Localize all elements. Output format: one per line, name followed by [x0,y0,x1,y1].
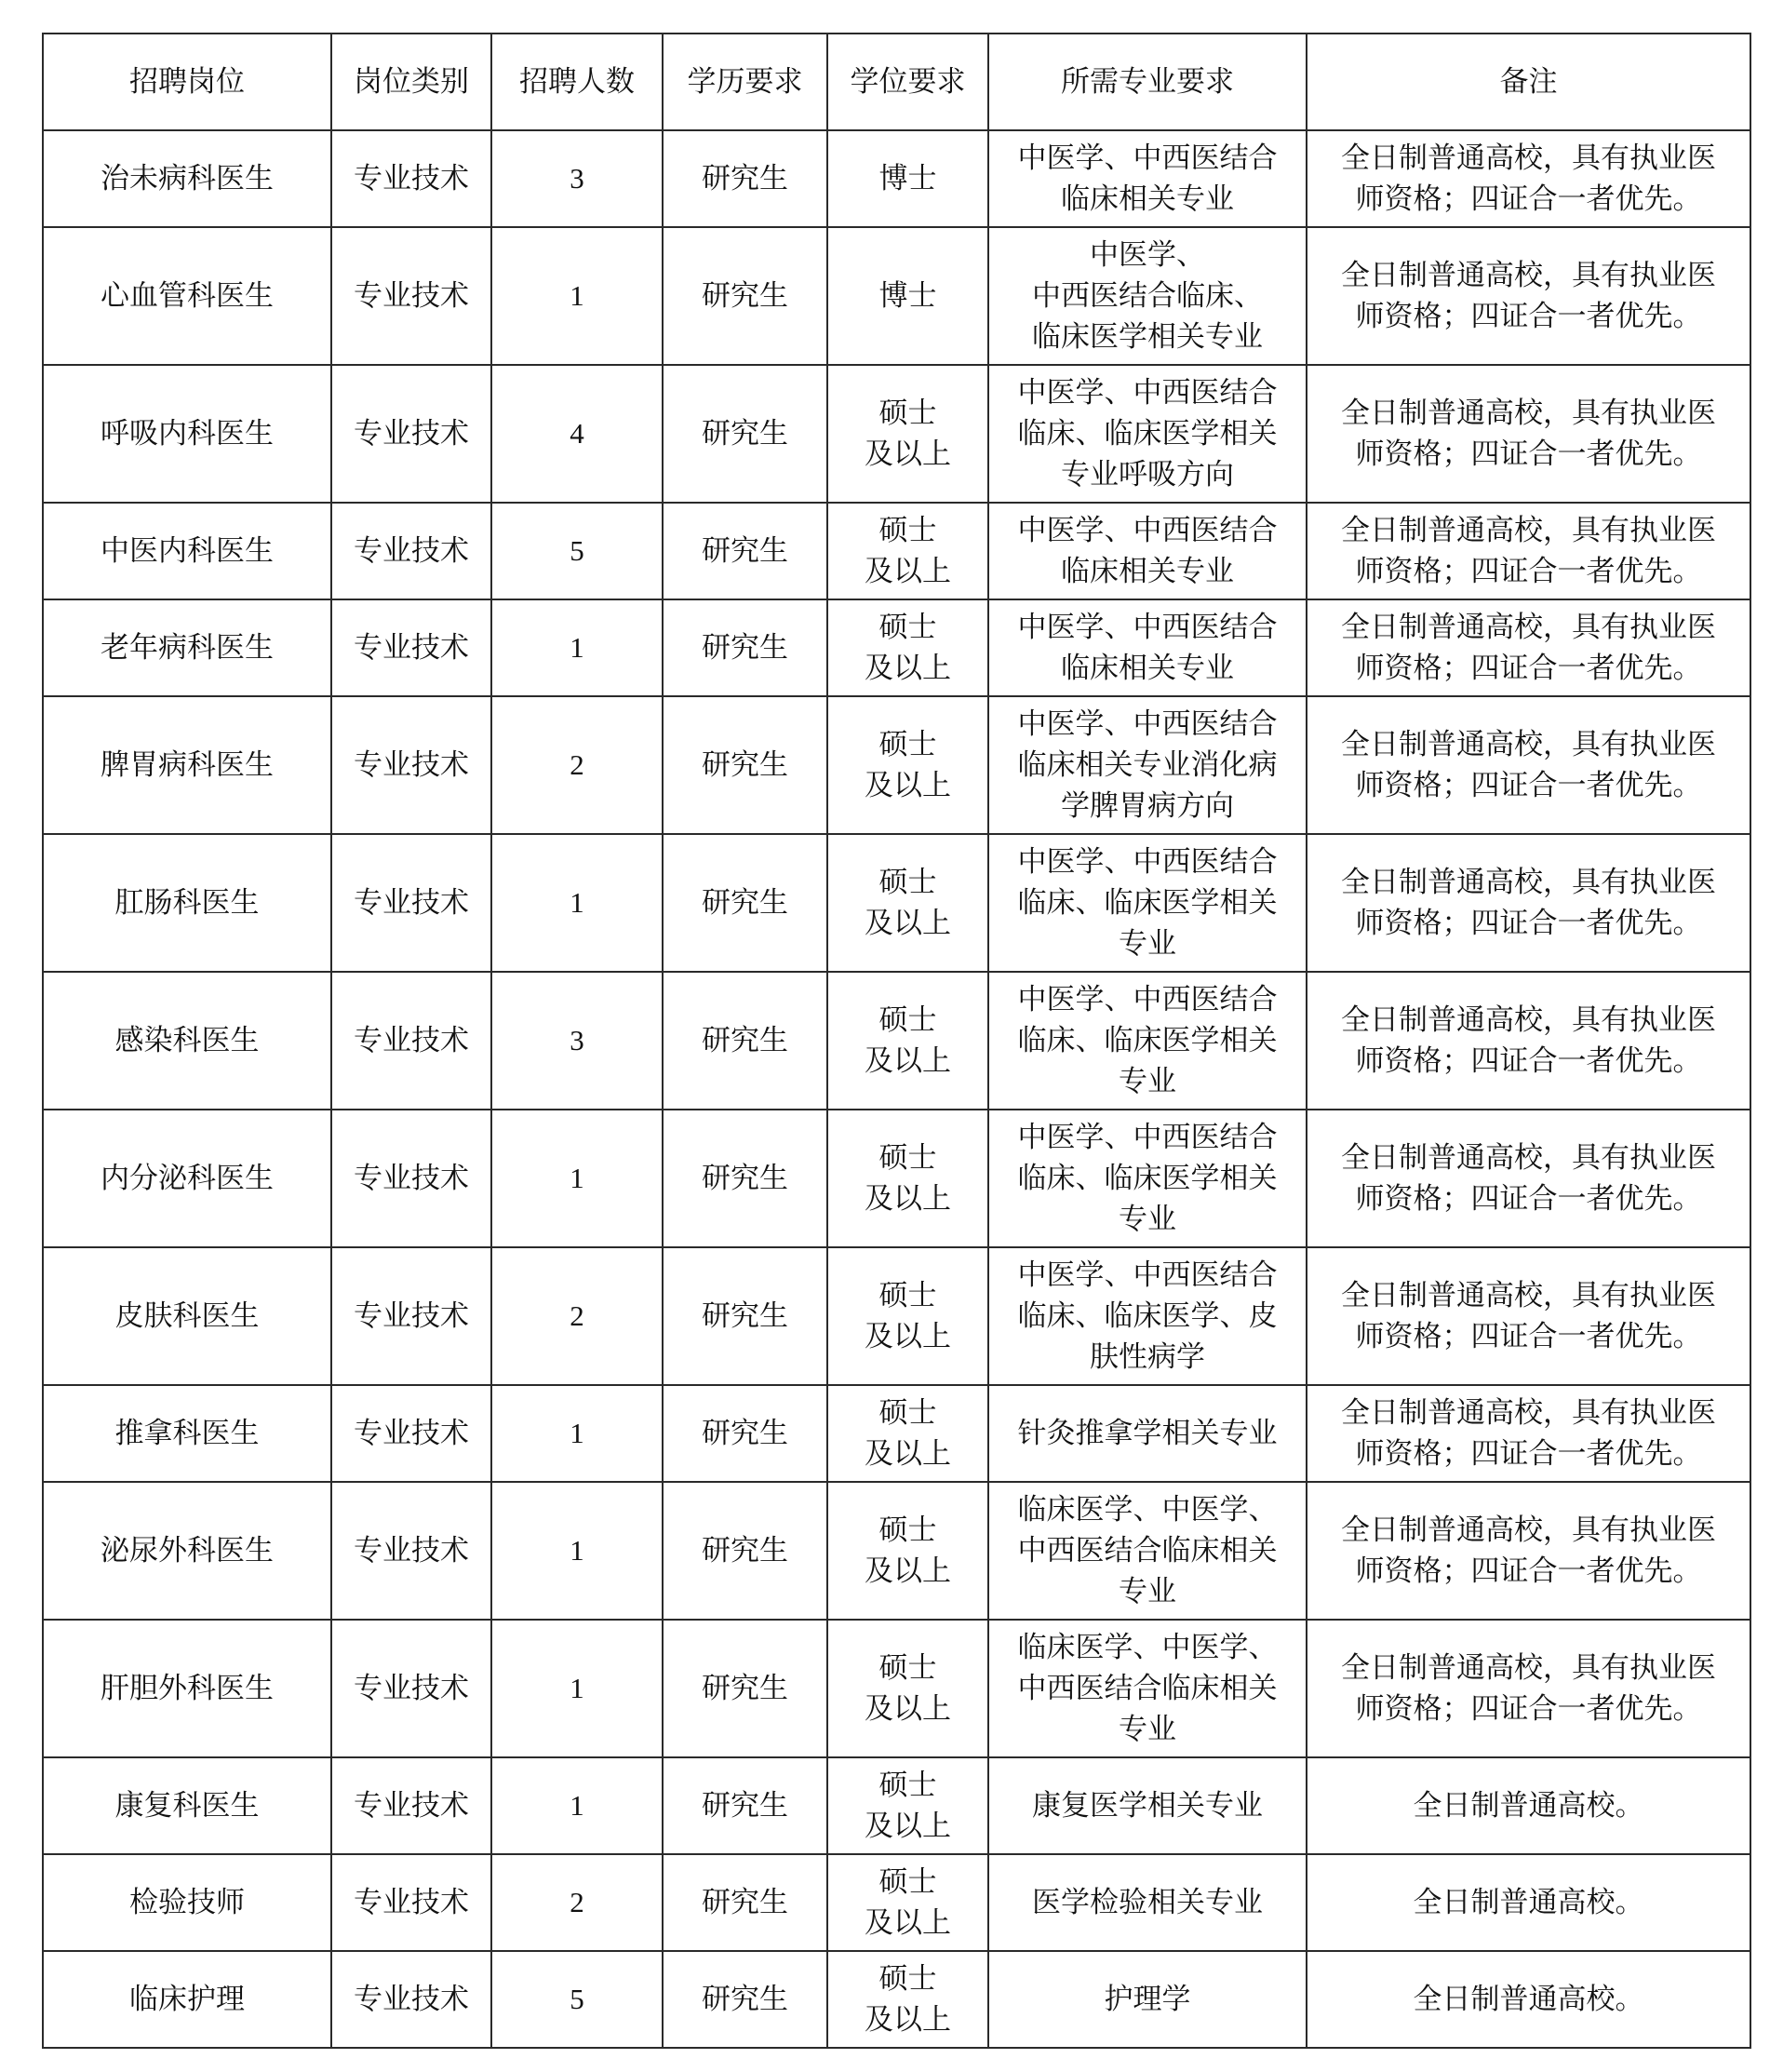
cell-education: 研究生 [663,972,827,1110]
cell-category: 专业技术 [331,1482,491,1620]
cell-major-line: 临床相关专业消化病 [1017,748,1278,782]
cell-degree [827,503,988,599]
cell-major [988,1854,1307,1951]
cell-degree-line: 硕士 [878,611,937,644]
cell-degree [827,1620,988,1757]
cell-degree [827,599,988,696]
cell-note [1307,227,1750,365]
cell-major-line: 中医学、中西医结合 [1017,1121,1278,1154]
table-row [43,972,1750,1110]
cell-major-line: 临床相关专业 [1061,182,1234,216]
table-row [43,1951,1750,2048]
cell-major [988,1247,1307,1385]
table-row [43,1385,1750,1482]
cell-count: 1 [491,834,663,972]
cell-note-line: 师资格；四证合一者优先。 [1355,1554,1702,1588]
cell-count: 1 [491,1385,663,1482]
cell-degree-line: 及以上 [865,1044,951,1078]
cell-count: 3 [491,130,663,227]
cell-major-line: 中医学、中西医结合 [1017,611,1278,644]
cell-degree [827,1757,988,1854]
cell-major-line: 学脾胃病方向 [1061,789,1234,823]
table-row [43,834,1750,972]
cell-note-line: 师资格；四证合一者优先。 [1355,1182,1702,1216]
cell-degree-line: 硕士 [878,1279,937,1312]
cell-major [988,1110,1307,1247]
table-row [43,599,1750,696]
table-row [43,1110,1750,1247]
cell-major [988,130,1307,227]
cell-major-line: 临床、临床医学相关 [1017,1162,1278,1195]
cell-degree-line: 及以上 [865,2003,951,2037]
cell-major-line: 护理学 [1104,1983,1191,2016]
cell-note-line: 全日制普通高校，具有执业医 [1341,1396,1716,1430]
cell-count: 2 [491,1247,663,1385]
cell-note-line: 全日制普通高校，具有执业医 [1341,514,1716,547]
header-count: 招聘人数 [491,34,663,130]
cell-note-line: 全日制普通高校，具有执业医 [1341,1651,1716,1685]
cell-major [988,696,1307,834]
cell-position: 脾胃病科医生 [43,696,331,834]
cell-category: 专业技术 [331,834,491,972]
cell-note-line: 全日制普通高校，具有执业医 [1341,1141,1716,1175]
cell-note-line: 师资格；四证合一者优先。 [1355,1692,1702,1726]
cell-degree-line: 及以上 [865,1437,951,1471]
cell-major [988,1620,1307,1757]
cell-degree [827,972,988,1110]
cell-position: 推拿科医生 [43,1385,331,1482]
cell-major-line: 中医学、中西医结合 [1017,514,1278,547]
cell-major-line: 中医学、中西医结合 [1017,707,1278,741]
cell-position: 中医内科医生 [43,503,331,599]
cell-education: 研究生 [663,834,827,972]
cell-category: 专业技术 [331,1247,491,1385]
cell-count: 4 [491,365,663,503]
cell-major-line: 中医学、中西医结合 [1017,141,1278,175]
cell-note-line: 全日制普通高校。 [1413,1983,1644,2016]
cell-degree-line: 硕士 [878,866,937,899]
cell-major-line: 专业 [1119,1065,1176,1098]
cell-note [1307,1757,1750,1854]
cell-major-line: 专业 [1119,1713,1176,1746]
cell-degree [827,1854,988,1951]
cell-note-line: 师资格；四证合一者优先。 [1355,437,1702,471]
table-row [43,1247,1750,1385]
cell-note [1307,1247,1750,1385]
cell-count: 2 [491,1854,663,1951]
cell-note [1307,1482,1750,1620]
header-degree: 学位要求 [827,34,988,130]
cell-note-line: 师资格；四证合一者优先。 [1355,1320,1702,1353]
cell-education: 研究生 [663,1385,827,1482]
cell-degree-line: 硕士 [878,728,937,761]
cell-degree [827,1110,988,1247]
cell-note [1307,1951,1750,2048]
header-row [43,34,1750,130]
cell-category: 专业技术 [331,1951,491,2048]
cell-degree-line: 硕士 [878,1769,937,1802]
cell-category: 专业技术 [331,1110,491,1247]
cell-degree [827,834,988,972]
cell-education: 研究生 [663,1247,827,1385]
table-row [43,130,1750,227]
cell-major-line: 临床医学、中医学、 [1017,1631,1278,1664]
cell-degree [827,1482,988,1620]
cell-major [988,1482,1307,1620]
cell-degree-line: 及以上 [865,769,951,802]
cell-degree-line: 及以上 [865,1182,951,1216]
cell-note [1307,365,1750,503]
cell-note-line: 全日制普通高校。 [1413,1886,1644,1919]
cell-position: 康复科医生 [43,1757,331,1854]
cell-note-line: 师资格；四证合一者优先。 [1355,1437,1702,1471]
cell-major-line: 康复医学相关专业 [1032,1789,1263,1823]
table-row [43,1620,1750,1757]
cell-major [988,1951,1307,2048]
table-row [43,365,1750,503]
cell-note [1307,1620,1750,1757]
cell-position: 皮肤科医生 [43,1247,331,1385]
cell-position: 老年病科医生 [43,599,331,696]
table-row [43,1482,1750,1620]
cell-count: 5 [491,503,663,599]
cell-degree-line: 硕士 [878,397,937,430]
cell-position: 治未病科医生 [43,130,331,227]
cell-position: 心血管科医生 [43,227,331,365]
cell-degree-line: 及以上 [865,1320,951,1353]
cell-education: 研究生 [663,1482,827,1620]
table-row [43,1854,1750,1951]
cell-degree-line: 及以上 [865,555,951,588]
cell-major-line: 临床医学、中医学、 [1017,1493,1278,1527]
cell-major-line: 临床医学相关专业 [1032,320,1263,354]
cell-major-line: 中西医结合临床、 [1032,279,1263,313]
cell-major-line: 医学检验相关专业 [1032,1886,1263,1919]
cell-category: 专业技术 [331,1757,491,1854]
cell-note-line: 全日制普通高校，具有执业医 [1341,397,1716,430]
cell-major-line: 临床、临床医学相关 [1017,886,1278,920]
cell-degree-line: 博士 [878,162,937,195]
cell-count: 1 [491,599,663,696]
cell-major [988,227,1307,365]
cell-education: 研究生 [663,1951,827,2048]
cell-major-line: 临床、临床医学相关 [1017,417,1278,451]
cell-degree-line: 硕士 [878,514,937,547]
cell-note [1307,1385,1750,1482]
cell-major-line: 中西医结合临床相关 [1017,1672,1278,1705]
cell-note [1307,130,1750,227]
cell-major-line: 中医学、 [1090,238,1205,272]
cell-count: 1 [491,1620,663,1757]
table-row [43,503,1750,599]
header-note: 备注 [1307,34,1750,130]
cell-degree-line: 及以上 [865,907,951,940]
cell-degree-line: 及以上 [865,1810,951,1843]
cell-position: 感染科医生 [43,972,331,1110]
cell-major-line: 中医学、中西医结合 [1017,845,1278,879]
cell-note-line: 全日制普通高校，具有执业医 [1341,141,1716,175]
cell-degree [827,1385,988,1482]
cell-note [1307,696,1750,834]
cell-education: 研究生 [663,130,827,227]
table-row [43,227,1750,365]
cell-category: 专业技术 [331,1620,491,1757]
cell-education: 研究生 [663,599,827,696]
cell-note-line: 全日制普通高校，具有执业医 [1341,259,1716,292]
cell-note [1307,503,1750,599]
cell-degree-line: 硕士 [878,1003,937,1037]
cell-category: 专业技术 [331,1854,491,1951]
cell-position: 肝胆外科医生 [43,1620,331,1757]
cell-note [1307,1110,1750,1247]
cell-major-line: 临床相关专业 [1061,555,1234,588]
cell-education: 研究生 [663,227,827,365]
cell-count: 5 [491,1951,663,2048]
cell-note-line: 师资格；四证合一者优先。 [1355,907,1702,940]
cell-degree-line: 及以上 [865,652,951,685]
cell-major-line: 专业 [1119,1203,1176,1236]
table-row [43,696,1750,834]
header-position: 招聘岗位 [43,34,331,130]
cell-degree-line: 硕士 [878,1865,937,1899]
cell-count: 1 [491,1757,663,1854]
cell-position: 肛肠科医生 [43,834,331,972]
cell-major-line: 中医学、中西医结合 [1017,1258,1278,1292]
cell-note-line: 全日制普通高校，具有执业医 [1341,728,1716,761]
cell-major [988,503,1307,599]
cell-note [1307,972,1750,1110]
recruitment-table [42,33,1751,2049]
cell-major [988,599,1307,696]
cell-degree-line: 及以上 [865,1906,951,1940]
cell-note-line: 全日制普通高校。 [1413,1789,1644,1823]
cell-note-line: 师资格；四证合一者优先。 [1355,555,1702,588]
cell-degree-line: 博士 [878,279,937,313]
cell-note-line: 全日制普通高校，具有执业医 [1341,866,1716,899]
cell-category: 专业技术 [331,227,491,365]
cell-category: 专业技术 [331,599,491,696]
cell-category: 专业技术 [331,365,491,503]
cell-note [1307,834,1750,972]
cell-degree [827,130,988,227]
cell-education: 研究生 [663,503,827,599]
cell-category: 专业技术 [331,1385,491,1482]
cell-major-line: 中医学、中西医结合 [1017,376,1278,410]
cell-note-line: 师资格；四证合一者优先。 [1355,652,1702,685]
cell-count: 1 [491,1110,663,1247]
cell-note-line: 师资格；四证合一者优先。 [1355,300,1702,333]
cell-major [988,1385,1307,1482]
cell-major-line: 中医学、中西医结合 [1017,983,1278,1016]
cell-count: 1 [491,227,663,365]
cell-major-line: 临床、临床医学、皮 [1017,1299,1278,1333]
cell-degree [827,1247,988,1385]
cell-major-line: 临床、临床医学相关 [1017,1024,1278,1057]
cell-note-line: 师资格；四证合一者优先。 [1355,182,1702,216]
cell-degree [827,227,988,365]
cell-count: 3 [491,972,663,1110]
cell-education: 研究生 [663,1620,827,1757]
cell-degree [827,696,988,834]
header-education: 学历要求 [663,34,827,130]
cell-degree-line: 硕士 [878,1962,937,1996]
cell-major-line: 临床相关专业 [1061,652,1234,685]
cell-degree-line: 硕士 [878,1141,937,1175]
cell-major-line: 针灸推拿学相关专业 [1017,1417,1278,1450]
cell-major-line: 专业 [1119,927,1176,961]
table-body [43,130,1750,2048]
cell-education: 研究生 [663,1854,827,1951]
cell-degree [827,365,988,503]
cell-major-line: 肤性病学 [1090,1340,1205,1374]
cell-category: 专业技术 [331,972,491,1110]
cell-degree-line: 及以上 [865,437,951,471]
cell-note-line: 师资格；四证合一者优先。 [1355,1044,1702,1078]
cell-note-line: 师资格；四证合一者优先。 [1355,769,1702,802]
cell-major-line: 专业呼吸方向 [1061,458,1234,491]
cell-degree-line: 及以上 [865,1692,951,1726]
cell-note [1307,599,1750,696]
cell-count: 2 [491,696,663,834]
cell-degree-line: 硕士 [878,1514,937,1547]
cell-position: 检验技师 [43,1854,331,1951]
cell-degree-line: 及以上 [865,1554,951,1588]
cell-note [1307,1854,1750,1951]
cell-note-line: 全日制普通高校，具有执业医 [1341,1003,1716,1037]
cell-degree [827,1951,988,2048]
cell-category: 专业技术 [331,130,491,227]
header-major: 所需专业要求 [988,34,1307,130]
cell-major [988,834,1307,972]
cell-major [988,972,1307,1110]
cell-degree-line: 硕士 [878,1651,937,1685]
header-category: 岗位类别 [331,34,491,130]
cell-major-line: 专业 [1119,1575,1176,1608]
cell-education: 研究生 [663,696,827,834]
cell-note-line: 全日制普通高校，具有执业医 [1341,611,1716,644]
cell-degree-line: 硕士 [878,1396,937,1430]
cell-education: 研究生 [663,1110,827,1247]
cell-note-line: 全日制普通高校，具有执业医 [1341,1279,1716,1312]
table-row [43,1757,1750,1854]
cell-major [988,365,1307,503]
cell-position: 内分泌科医生 [43,1110,331,1247]
cell-category: 专业技术 [331,503,491,599]
cell-note-line: 全日制普通高校，具有执业医 [1341,1514,1716,1547]
cell-position: 泌尿外科医生 [43,1482,331,1620]
cell-education: 研究生 [663,1757,827,1854]
cell-category: 专业技术 [331,696,491,834]
cell-position: 呼吸内科医生 [43,365,331,503]
cell-count: 1 [491,1482,663,1620]
cell-major [988,1757,1307,1854]
cell-position: 临床护理 [43,1951,331,2048]
cell-major-line: 中西医结合临床相关 [1017,1534,1278,1567]
cell-education: 研究生 [663,365,827,503]
